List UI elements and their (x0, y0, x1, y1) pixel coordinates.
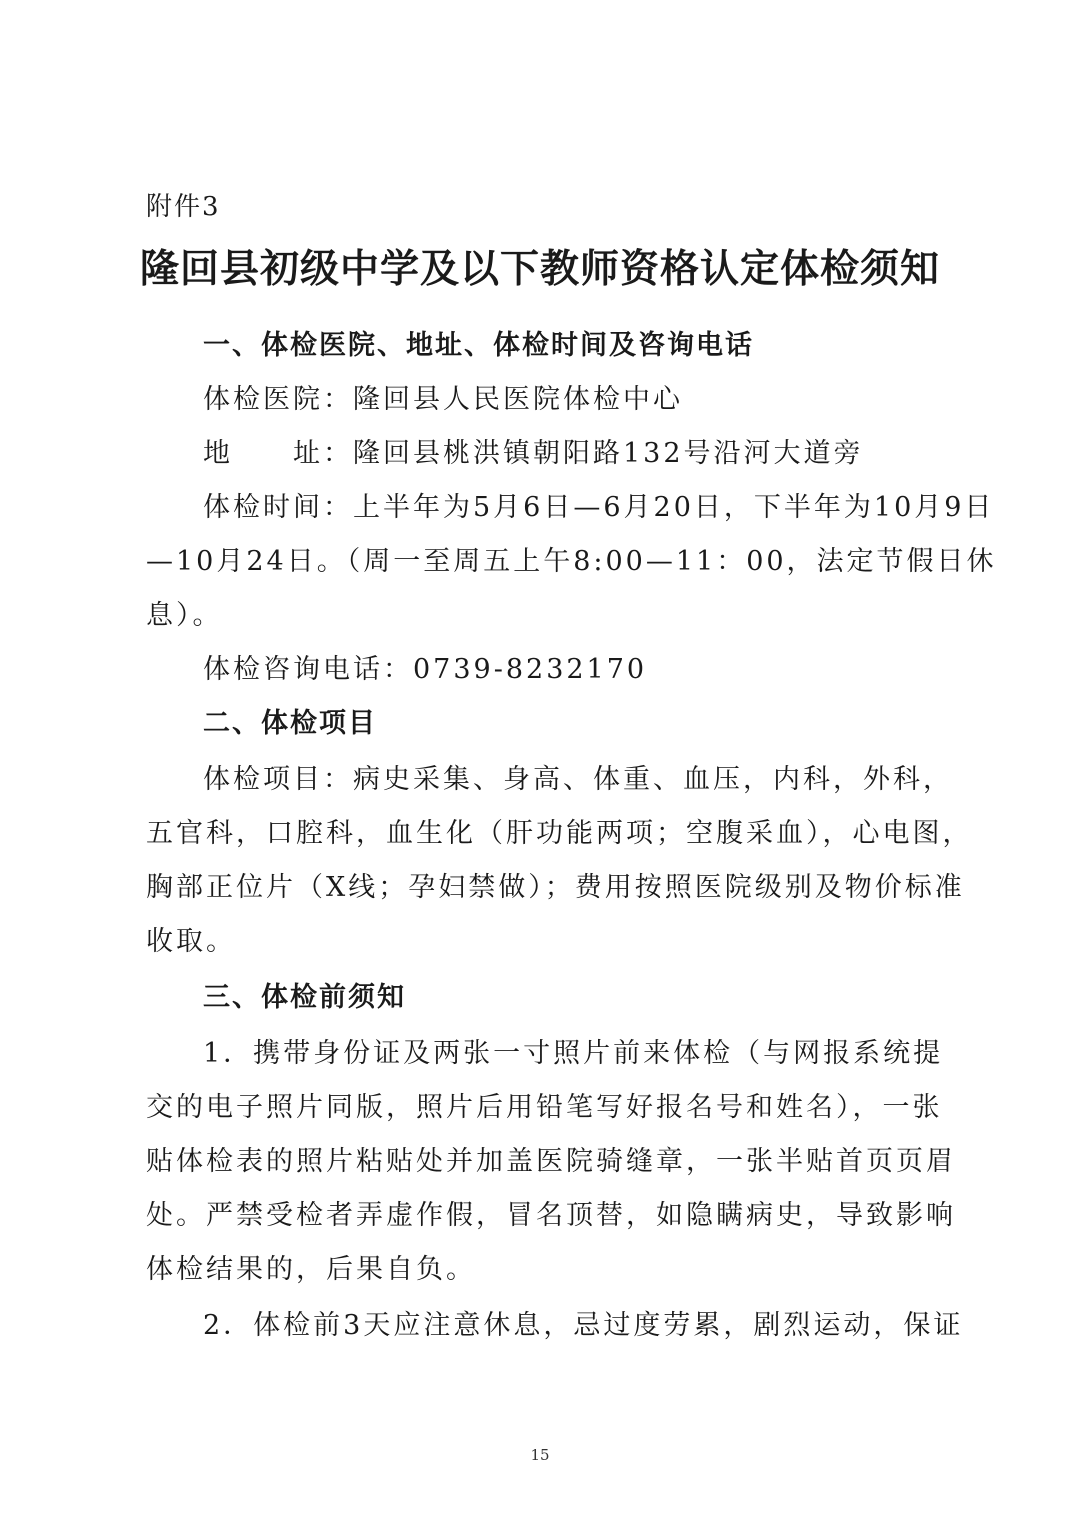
time-line-1: 体检时间：上半年为5月6日—6月20日，下半年为10月9日 (203, 492, 995, 523)
items-line-3: 胸部正位片（X线；孕妇禁做）；费用按照医院级别及物价标准 (146, 872, 965, 903)
address-line: 地 址：隆回县桃洪镇朝阳路132号沿河大道旁 (203, 438, 864, 469)
notice-1-line-4: 处。严禁受检者弄虚作假，冒名顶替，如隐瞒病史，导致影响 (146, 1200, 956, 1231)
notice-1-line-1: 1．携带身份证及两张一寸照片前来体检（与网报系统提 (203, 1038, 944, 1069)
items-line-1: 体检项目：病史采集、身高、体重、血压，内科，外科， (203, 764, 953, 795)
notice-1-line-2: 交的电子照片同版，照片后用铅笔写好报名号和姓名），一张 (146, 1092, 943, 1123)
section-2-heading: 二、体检项目 (203, 708, 377, 739)
section-3-heading: 三、体检前须知 (203, 982, 406, 1013)
attachment-label: 附件3 (146, 192, 221, 222)
notice-2-line-1: 2．体检前3天应注意休息，忌过度劳累，剧烈运动，保证 (203, 1310, 964, 1341)
items-line-4: 收取。 (146, 926, 236, 957)
page-number: 15 (530, 1446, 550, 1464)
document-title: 隆回县初级中学及以下教师资格认定体检须知 (139, 247, 940, 292)
hospital-line: 体检医院：隆回县人民医院体检中心 (203, 384, 683, 415)
notice-1-line-3: 贴体检表的照片粘贴处并加盖医院骑缝章，一张半贴首页页眉 (146, 1146, 956, 1177)
section-1-heading: 一、体检医院、地址、体检时间及咨询电话 (203, 330, 754, 361)
notice-1-line-5: 体检结果的，后果自负。 (146, 1254, 476, 1285)
time-line-2: —10月24日。（周一至周五上午8:00—11：00，法定节假日休 (146, 546, 997, 577)
time-line-3: 息）。 (146, 600, 223, 631)
phone-line: 体检咨询电话：0739-8232170 (203, 654, 648, 685)
items-line-2: 五官科，口腔科，血生化（肝功能两项；空腹采血），心电图， (146, 818, 973, 849)
